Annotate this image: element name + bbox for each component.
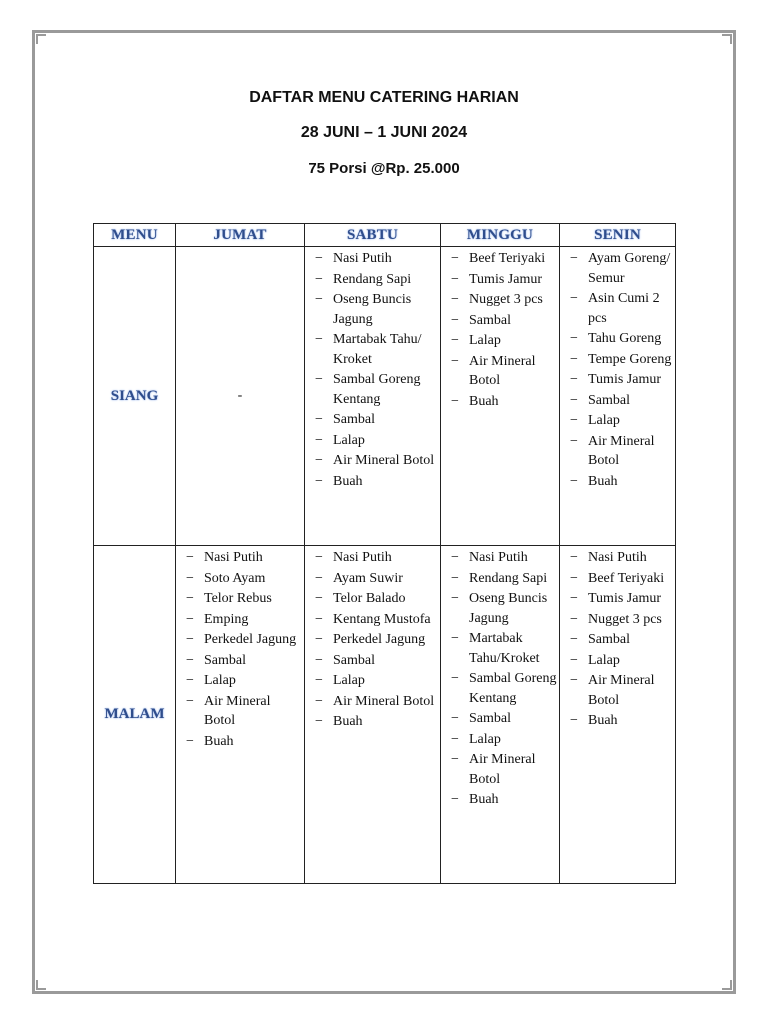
menu-item: [307, 548, 438, 568]
menu-item: [443, 249, 557, 269]
dash-bullet: −: [570, 652, 578, 668]
menu-item-label: Ayam Goreng/ Semur: [588, 251, 671, 286]
dash-bullet: −: [451, 711, 459, 726]
dash-bullet: −: [186, 591, 194, 606]
menu-item: [307, 370, 438, 409]
menu-item: [562, 548, 673, 568]
menu-item: [178, 671, 302, 691]
menu-item-label: Air Mineral Botol: [333, 453, 435, 468]
dash-bullet: −: [570, 433, 578, 449]
cell-siang-sabtu: [305, 247, 441, 546]
dash-bullet: −: [186, 550, 194, 565]
document-title: DAFTAR MENU CATERING HARIAN: [249, 89, 519, 106]
menu-item-label: Air Mineral Botol: [469, 353, 536, 388]
menu-item-label: Sambal: [333, 652, 375, 668]
menu-item-label: Air Mineral Botol: [333, 693, 435, 709]
menu-item: [443, 669, 557, 708]
menu-item: [562, 391, 673, 411]
menu-item: [562, 569, 673, 589]
dash-bullet: −: [315, 271, 323, 287]
row-label-siang: SIANG: [94, 247, 176, 546]
menu-item: [443, 352, 557, 391]
menu-item-label: Sambal: [469, 312, 511, 328]
menu-item-label: Martabak Tahu/ Kroket: [333, 332, 422, 367]
menu-item-label: Lalap: [469, 731, 501, 747]
menu-item: [307, 692, 438, 712]
menu-item-label: Tempe Goreng: [588, 351, 672, 367]
dash-bullet: −: [315, 550, 323, 565]
menu-item: [307, 472, 438, 492]
dash-bullet: −: [570, 632, 578, 647]
dash-bullet: −: [315, 432, 323, 448]
menu-item: [307, 270, 438, 290]
menu-item: [443, 392, 557, 412]
dash-bullet: −: [186, 693, 194, 709]
menu-item: [307, 410, 438, 430]
cell-siang-jumat: -: [176, 247, 305, 546]
dash-bullet: −: [315, 332, 323, 347]
menu-item: [307, 630, 438, 650]
dash-bullet: −: [451, 251, 459, 266]
dash-bullet: −: [570, 673, 578, 688]
menu-item-label: Lalap: [588, 413, 620, 428]
menu-item: [443, 730, 557, 750]
dash-bullet: −: [451, 731, 459, 747]
menu-item-label: Nasi Putih: [588, 550, 647, 565]
menu-item: [443, 270, 557, 290]
menu-item: [562, 651, 673, 671]
menu-item-label: Sambal: [204, 652, 246, 668]
menu-item: [307, 589, 438, 609]
menu-item-label: Lalap: [333, 432, 365, 448]
menu-item-label: Tumis Jamur: [588, 591, 662, 606]
menu-item-label: Beef Teriyaki: [588, 570, 665, 586]
menu-item-label: Ayam Suwir: [333, 570, 403, 586]
corner-mark: [722, 980, 732, 990]
menu-item-label: Buah: [469, 792, 499, 807]
menu-item: [443, 331, 557, 351]
menu-item-label: Lalap: [588, 652, 620, 668]
cell-malam-minggu: [441, 546, 560, 884]
menu-item: [178, 732, 302, 752]
dash-bullet: −: [451, 631, 459, 646]
menu-item: [307, 651, 438, 671]
menu-item-label: Buah: [588, 713, 618, 728]
menu-item: [178, 651, 302, 671]
menu-item-label: Nasi Putih: [469, 550, 528, 565]
menu-item-label: Air Mineral Botol: [469, 752, 536, 787]
dash-bullet: −: [451, 550, 459, 565]
dash-bullet: −: [570, 331, 578, 346]
menu-item-label: Oseng Buncis Jagung: [333, 292, 412, 327]
menu-item-label: Buah: [333, 714, 363, 729]
cell-siang-minggu: [441, 247, 560, 546]
menu-item: [307, 330, 438, 369]
column-header-minggu: MINGGU: [441, 224, 560, 247]
dash-bullet: −: [570, 251, 578, 266]
menu-item-label: Sambal Goreng Kentang: [333, 372, 421, 407]
dash-bullet: −: [570, 291, 578, 306]
dash-bullet: −: [451, 312, 459, 328]
menu-item: [178, 610, 302, 630]
dash-bullet: −: [315, 412, 323, 427]
menu-item: [307, 610, 438, 630]
dash-bullet: −: [570, 570, 578, 586]
menu-item-label: Air Mineral Botol: [204, 693, 271, 728]
menu-item: [562, 432, 673, 471]
menu-item-label: Perkedel Jagung: [204, 632, 297, 647]
dash-bullet: −: [570, 591, 578, 606]
menu-item: [562, 411, 673, 431]
dash-bullet: −: [315, 673, 323, 688]
dash-bullet: −: [451, 353, 459, 369]
corner-mark: [36, 34, 46, 44]
dash-bullet: −: [315, 693, 323, 709]
table-header-row: [94, 224, 676, 247]
menu-item-label: Telor Rebus: [204, 591, 272, 606]
dash-bullet: −: [570, 611, 578, 627]
menu-item-label: Lalap: [469, 333, 501, 348]
menu-list: [560, 247, 675, 491]
menu-item-label: Nasi Putih: [333, 251, 392, 266]
menu-item: [307, 671, 438, 691]
menu-item-label: Emping: [204, 611, 249, 627]
menu-table: [93, 223, 676, 884]
menu-item-label: Sambal: [469, 711, 511, 726]
cell-siang-senin: [560, 247, 676, 546]
menu-item-label: Nasi Putih: [333, 550, 392, 565]
menu-item-label: Air Mineral Botol: [588, 433, 655, 468]
menu-item-label: Beef Teriyaki: [469, 251, 546, 266]
dash-bullet: −: [315, 611, 323, 627]
dash-bullet: −: [570, 392, 578, 408]
menu-item: [562, 610, 673, 630]
menu-item: [443, 290, 557, 310]
cell-malam-jumat: [176, 546, 305, 884]
menu-item-label: Nugget 3 pcs: [469, 292, 543, 307]
dash-bullet: −: [451, 792, 459, 807]
dash-bullet: −: [451, 752, 459, 767]
column-header-sabtu: SABTU: [305, 224, 441, 247]
menu-item: [443, 750, 557, 789]
menu-item: [443, 311, 557, 331]
menu-item: [562, 711, 673, 731]
dash-bullet: −: [315, 372, 323, 387]
date-range: 28 JUNI – 1 JUNI 2024: [300, 124, 468, 141]
dash-bullet: −: [315, 292, 323, 307]
dash-bullet: −: [451, 570, 459, 586]
menu-item-label: Sambal: [333, 412, 375, 427]
menu-list: [305, 247, 440, 491]
dash-bullet: −: [186, 652, 194, 668]
menu-item-label: Oseng Buncis Jagung: [469, 591, 548, 626]
menu-item: [178, 692, 302, 731]
menu-item: [307, 431, 438, 451]
dash-bullet: −: [570, 713, 578, 728]
menu-list: [441, 247, 559, 411]
cell-malam-senin: [560, 546, 676, 884]
dash-bullet: −: [186, 632, 194, 647]
corner-mark: [722, 34, 732, 44]
column-header-jumat: JUMAT: [176, 224, 305, 247]
menu-item-label: Lalap: [204, 673, 236, 688]
menu-item: [178, 569, 302, 589]
menu-item-label: Buah: [588, 473, 618, 489]
menu-item: [562, 671, 673, 710]
menu-item: [562, 249, 673, 288]
dash-bullet: −: [315, 714, 323, 729]
menu-item: [307, 249, 438, 269]
menu-item: [562, 589, 673, 609]
dash-bullet: −: [570, 473, 578, 489]
corner-mark: [36, 980, 46, 990]
column-header-senin: SENIN: [560, 224, 676, 247]
dash-bullet: −: [451, 271, 459, 287]
menu-item: [307, 290, 438, 329]
menu-list: [305, 546, 440, 732]
menu-item-label: Buah: [469, 393, 499, 409]
dash-bullet: −: [570, 413, 578, 428]
menu-item: [178, 589, 302, 609]
menu-item-label: Sambal Goreng Kentang: [469, 671, 557, 706]
menu-item: [178, 630, 302, 650]
dash-bullet: −: [451, 591, 459, 606]
row-label-malam: MALAM: [94, 546, 176, 884]
dash-bullet: −: [315, 632, 323, 647]
dash-bullet: −: [186, 611, 194, 627]
dash-bullet: −: [451, 333, 459, 348]
menu-item: [562, 289, 673, 328]
menu-item-label: Soto Ayam: [204, 570, 266, 586]
dash-bullet: −: [315, 570, 323, 586]
menu-item-label: Telor Balado: [333, 591, 406, 606]
menu-item: [307, 569, 438, 589]
dash-bullet: −: [315, 591, 323, 606]
menu-list: [176, 546, 304, 751]
dash-bullet: −: [315, 251, 323, 266]
menu-list: [560, 546, 675, 731]
dash-bullet: −: [315, 473, 323, 489]
dash-bullet: −: [451, 671, 459, 686]
menu-item-label: Tumis Jamur: [469, 271, 543, 287]
dash-bullet: −: [570, 372, 578, 387]
menu-item-label: Air Mineral Botol: [588, 673, 655, 708]
menu-item-label: Buah: [204, 733, 234, 749]
portion-info: 75 Porsi @Rp. 25.000: [308, 160, 460, 177]
menu-item: [443, 709, 557, 729]
dash-bullet: −: [570, 550, 578, 565]
menu-item: [443, 589, 557, 628]
menu-item-label: Sambal: [588, 632, 630, 647]
menu-item-label: Perkedel Jagung: [333, 632, 426, 647]
menu-item: [562, 472, 673, 492]
dash-bullet: −: [451, 292, 459, 307]
menu-list: [441, 546, 559, 810]
menu-item: [562, 350, 673, 370]
dash-bullet: −: [451, 393, 459, 409]
menu-item-label: Rendang Sapi: [333, 271, 412, 287]
menu-item-label: Martabak Tahu/Kroket: [469, 631, 540, 666]
dash-bullet: −: [315, 652, 323, 668]
menu-item: [307, 451, 438, 471]
menu-item: [443, 629, 557, 668]
menu-item-label: Nasi Putih: [204, 550, 263, 565]
column-header-menu: MENU: [94, 224, 176, 247]
menu-item: [443, 548, 557, 568]
menu-item-label: Tahu Goreng: [588, 331, 662, 346]
dash-bullet: −: [186, 570, 194, 586]
dash-bullet: −: [186, 733, 194, 749]
menu-item-label: Rendang Sapi: [469, 570, 548, 586]
menu-item: [562, 329, 673, 349]
menu-item-label: Buah: [333, 473, 363, 489]
menu-item-label: Sambal: [588, 392, 630, 408]
dash-bullet: −: [315, 453, 323, 468]
dash-bullet: −: [570, 351, 578, 367]
menu-item: [307, 712, 438, 732]
menu-item: [443, 790, 557, 810]
menu-item: [178, 548, 302, 568]
menu-item-label: Tumis Jamur: [588, 372, 662, 387]
menu-item-label: Nugget 3 pcs: [588, 611, 662, 627]
table-row-malam: [94, 546, 676, 884]
menu-item-label: Kentang Mustofa: [333, 611, 431, 627]
cell-malam-sabtu: [305, 546, 441, 884]
menu-item-label: Asin Cumi 2 pcs: [588, 291, 660, 326]
menu-item-label: Lalap: [333, 673, 365, 688]
table-row-siang: [94, 247, 676, 546]
menu-item: [562, 630, 673, 650]
menu-item: [443, 569, 557, 589]
dash-bullet: −: [186, 673, 194, 688]
menu-item: [562, 370, 673, 390]
